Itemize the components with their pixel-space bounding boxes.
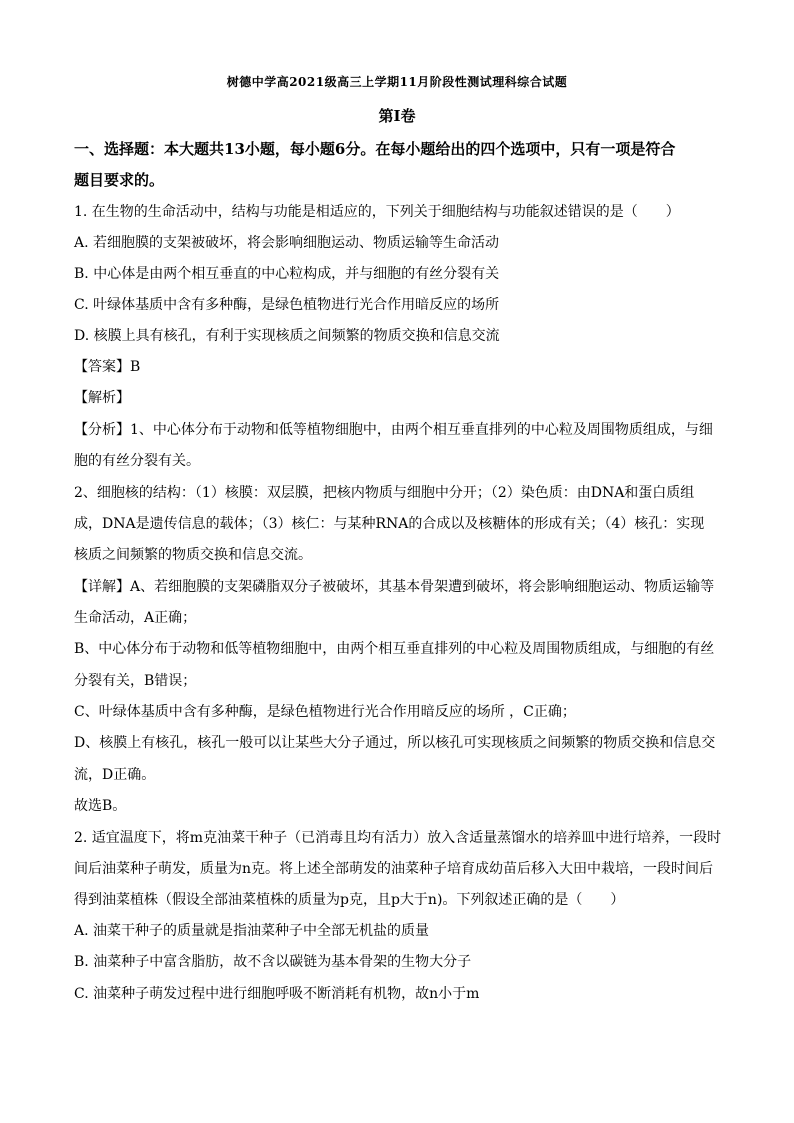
analysis-line: C、叶绿体基质中含有多种酶，是绿色植物进行光合作用暗反应的场所 ，C正确；	[74, 704, 576, 720]
q1-answer: 【答案】B	[74, 359, 141, 375]
q1-stem: 1. 在生物的生命活动中，结构与功能是相适应的，下列关于细胞结构与功能叙述错误的是（ ）	[74, 204, 680, 220]
q1-option-c: C. 叶绿体基质中含有多种酶，是绿色植物进行光合作用暗反应的场所	[74, 297, 500, 313]
q1-option-b: B. 中心体是由两个相互垂直的中心粒构成，并与细胞的有丝分裂有关	[74, 266, 500, 282]
analysis-line: 故选B。	[74, 798, 127, 814]
q2-option-a: A. 油菜干种子的质量就是指油菜种子中全部无机盐的质量	[74, 923, 430, 939]
q2-stem-line: 间后油菜种子萌发，质量为n克。将上述全部萌发的油菜种子培育成幼苗后移入大田中栽培，一段时间后	[74, 861, 714, 877]
q2-stem-line: 2. 适宜温度下，将m克油菜干种子（已消毒且均有活力）放入含适量蒸馏水的培养皿中进行培养，一段时	[74, 830, 722, 846]
q2-stem-line: 得到油菜植株（假设全部油菜植株的质量为p克，且p大于n)。下列叙述正确的是（ ）	[74, 892, 625, 908]
analysis-line: 2、细胞核的结构：（1）核膜：双层膜，把核内物质与细胞中分开；（2）染色质：由DNA和蛋白质组	[74, 485, 695, 501]
q2-option-b: B. 油菜种子中富含脂肪，故不含以碳链为基本骨架的生物大分子	[74, 954, 472, 970]
analysis-line: D、核膜上有核孔，核孔一般可以让某些大分子通过，所以核孔可实现核质之间频繁的物质交换和信息交	[74, 735, 716, 751]
section-header-line-2: 题目要求的。	[74, 171, 165, 189]
section-header-line-1: 一、选择题：本大题共13小题，每小题6分。在每小题给出的四个选项中，只有一项是符合	[74, 140, 676, 158]
analysis-line: 分裂有关，B错误；	[74, 673, 197, 689]
volume-label: 第I卷	[378, 107, 416, 125]
q1-option-d: D. 核膜上具有核孔，有利于实现核质之间频繁的物质交换和信息交流	[74, 328, 500, 344]
q1-option-a: A. 若细胞膜的支架被破坏，将会影响细胞运动、物质运输等生命活动	[74, 235, 500, 251]
analysis-line: 流，D正确。	[74, 767, 156, 783]
q1-analysis-label: 【解析】	[74, 390, 130, 406]
exam-title: 树德中学高2021级高三上学期11月阶段性测试理科综合试题	[226, 75, 568, 89]
analysis-line: 【分析】1、中心体分布于动物和低等植物细胞中，由两个相互垂直排列的中心粒及周围物质组成，与细	[74, 422, 713, 438]
analysis-line: 核质之间频繁的物质交换和信息交流。	[74, 547, 312, 563]
analysis-line: 成，DNA是遗传信息的载体；（3）核仁：与某种RNA的合成以及核糖体的形成有关；（4）核孔：实现	[74, 516, 705, 532]
analysis-line: B、中心体分布于动物和低等植物细胞中，由两个相互垂直排列的中心粒及周围物质组成，与细胞的有丝	[74, 641, 715, 657]
q2-option-c: C. 油菜种子萌发过程中进行细胞呼吸不断消耗有机物，故n小于m	[74, 986, 480, 1002]
analysis-line: 胞的有丝分裂有关。	[74, 453, 200, 469]
analysis-line: 【详解】A、若细胞膜的支架磷脂双分子被破坏，其基本骨架遭到破坏，将会影响细胞运动、物质运输等	[74, 579, 715, 595]
analysis-line: 生命活动，A正确；	[74, 610, 197, 626]
